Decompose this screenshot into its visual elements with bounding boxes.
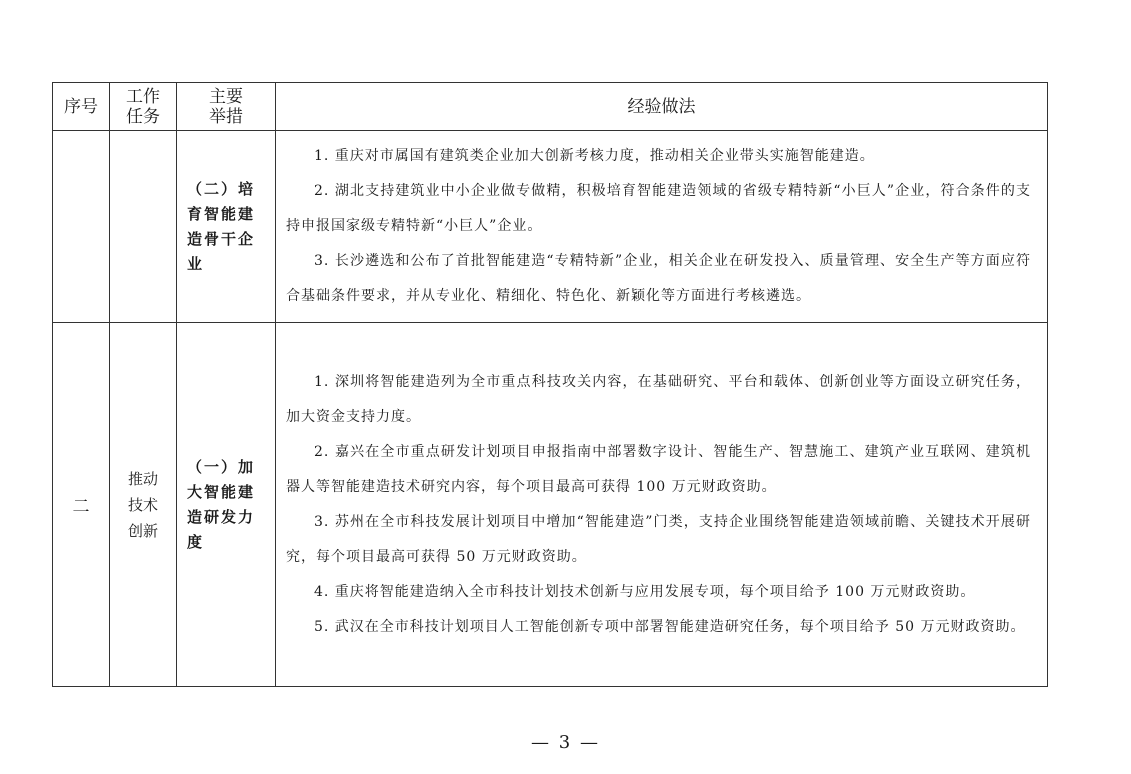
- header-task-line2: 任务: [126, 106, 160, 127]
- task-line: 技术: [127, 495, 158, 514]
- header-measure-line2: 举措: [209, 106, 243, 127]
- experience-item: 3. 苏州在全市科技发展计划项目中增加“智能建造”门类，支持企业围绕智能建造领域前瞻、关键技术开展研究，每个项目最高可获得 50 万元财政资助。: [286, 513, 1031, 565]
- table-row: [53, 323, 1048, 687]
- experience-item: 3. 长沙遴选和公布了首批智能建造“专精特新”企业，相关企业在研发投入、质量管理、安全生产等方面应符合基础条件要求，并从专业化、精细化、特色化、新颖化等方面进行考核遴选。: [286, 253, 1031, 304]
- header-task-line1: 工作: [126, 86, 160, 107]
- row-task-cell: [110, 131, 177, 323]
- row-no-cell: [53, 131, 110, 323]
- table-row: [53, 131, 1048, 323]
- header-no: 序号: [53, 83, 110, 131]
- experience-item: 1. 重庆对市属国有建筑类企业加大创新考核力度，推动相关企业带头实施智能建造。: [314, 148, 875, 164]
- row-measure-cell: （一）加大智能建造研发力度: [177, 323, 276, 687]
- row-measure-cell: （二）培育智能建造骨干企业: [177, 131, 276, 323]
- experience-item: 1. 深圳将智能建造列为全市重点科技攻关内容，在基础研究、平台和载体、创新创业等方面设立研究任务，加大资金支持力度。: [286, 373, 1031, 425]
- experience-item: 4. 重庆将智能建造纳入全市科技计划技术创新与应用发展专项，每个项目给予 100 万元财政资助。: [314, 583, 976, 600]
- experience-table: [52, 82, 1048, 687]
- experience-item: 2. 湖北支持建筑业中小企业做专做精，积极培育智能建造领域的省级专精特新“小巨人”企业，符合条件的支持申报国家级专精特新“小巨人”企业。: [286, 183, 1031, 234]
- header-experience: 经验做法: [276, 83, 1048, 131]
- task-line: 创新: [127, 521, 158, 540]
- experience-item: 2. 嘉兴在全市重点研发计划项目申报指南中部署数字设计、智能生产、智慧施工、建筑产业互联网、建筑机器人等智能建造技术研究内容，每个项目最高可获得 100 万元财政资助。: [286, 443, 1031, 495]
- row-no-cell: 二: [53, 323, 110, 687]
- task-line: 推动: [127, 469, 158, 488]
- experience-item: 5. 武汉在全市科技计划项目人工智能创新专项中部署智能建造研究任务，每个项目给予 50 万元财政资助。: [314, 618, 1026, 635]
- page-number: — 3 —: [531, 732, 600, 753]
- row-experience-cell: [276, 323, 1048, 687]
- row-task-cell: [110, 323, 177, 687]
- row-experience-cell: [276, 131, 1048, 323]
- table-header-row: [53, 83, 1048, 131]
- header-measure-line1: 主要: [209, 86, 243, 107]
- header-measure: [177, 83, 276, 131]
- header-task: [110, 83, 177, 131]
